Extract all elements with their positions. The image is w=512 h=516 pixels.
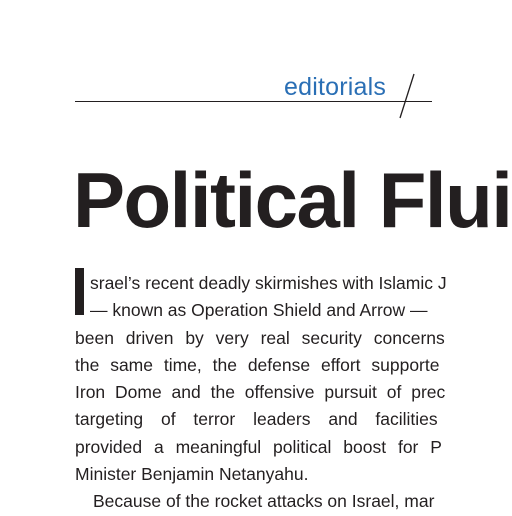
- body-line: — known as Operation Shield and Arrow —: [90, 300, 428, 321]
- section-label: editorials: [284, 73, 387, 101]
- body-line: [75, 379, 512, 406]
- article-body: [75, 270, 512, 516]
- body-line: [75, 406, 512, 433]
- article-headline: Political Flui: [73, 156, 512, 244]
- body-line-text: Iron Dome and the offensive pursuit of prec: [75, 382, 446, 403]
- body-line: [75, 352, 512, 379]
- body-line: [75, 434, 512, 461]
- body-line-text: provided a meaningful political boost for P: [75, 436, 442, 457]
- body-line-text: the same time, the defense effort supporte: [75, 354, 440, 375]
- body-line: Minister Benjamin Netanyahu.: [75, 464, 309, 485]
- body-line-text: srael’s recent deadly skirmishes with Islamic J: [90, 273, 447, 293]
- body-line: [75, 270, 512, 297]
- body-line-text: targeting of terror leaders and facilities: [75, 409, 438, 430]
- slash-ornament: [397, 72, 417, 120]
- drop-cap-letter: [75, 268, 84, 315]
- body-line: Because of the rocket attacks on Israel, mar: [93, 491, 435, 512]
- body-line-text: been driven by very real security concerns: [75, 327, 445, 348]
- body-line: [75, 325, 512, 352]
